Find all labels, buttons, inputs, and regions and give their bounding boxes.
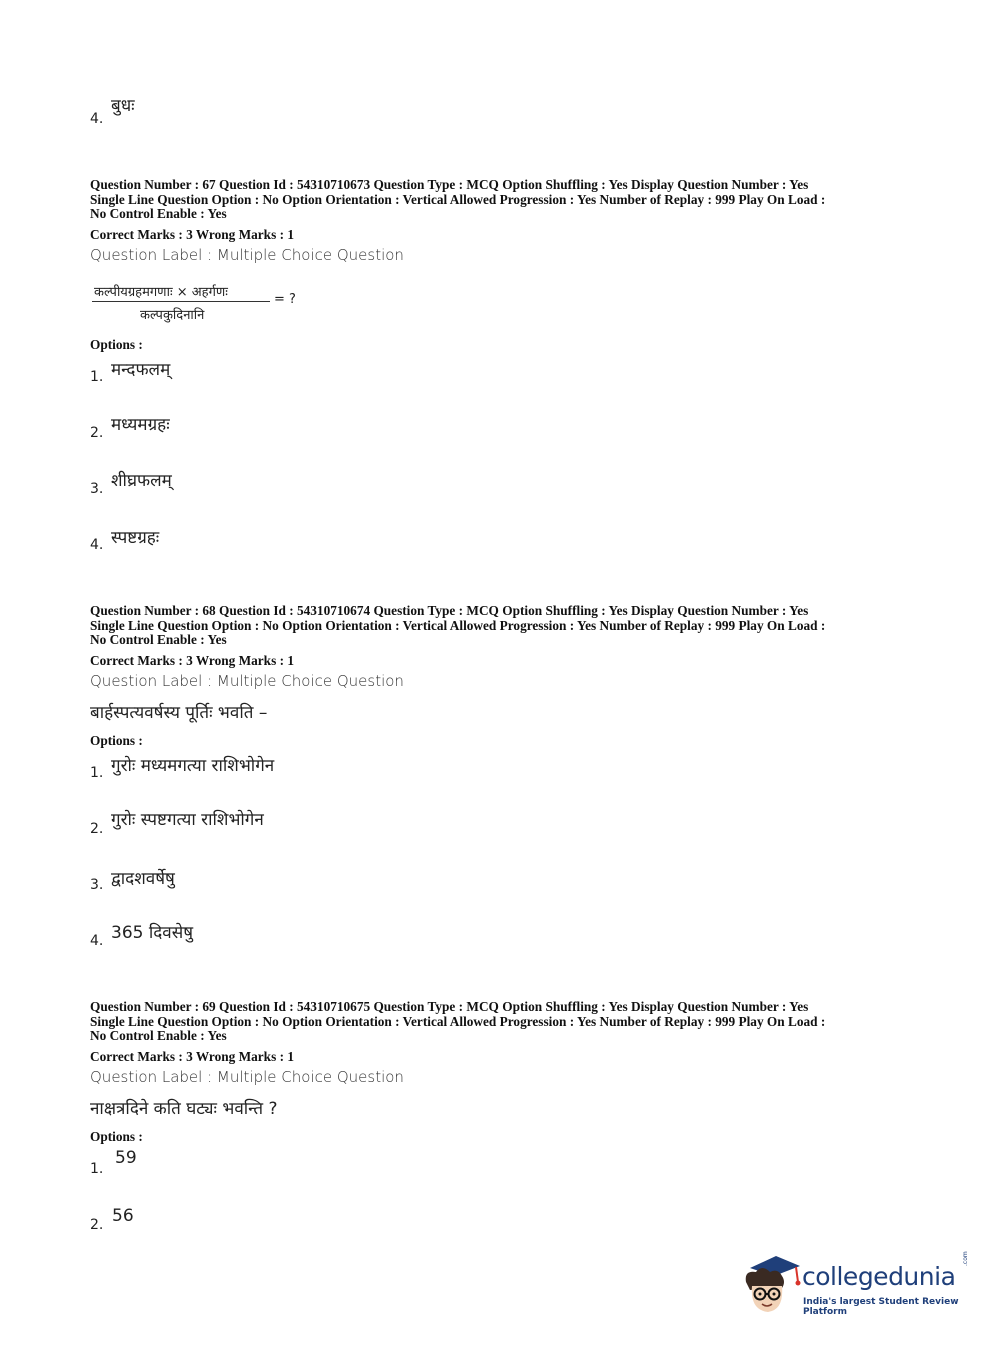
logo-suffix: .com [962, 1251, 969, 1266]
metadata-line: No Control Enable : Yes [90, 1028, 227, 1044]
marks-line: Correct Marks : 3 Wrong Marks : 1 [90, 227, 294, 242]
option-text: स्पष्टग्रहः [111, 528, 160, 548]
metadata-line: Single Line Question Option : No Option Orientation : Vertical Allowed Progression : Yes Number of Replay : 999 Play On Load : [90, 191, 826, 207]
metadata-line: Question Number : 67 Question Id : 54310710673 Question Type : MCQ Option Shuffling : Yes Display Question Number : Yes [90, 177, 809, 192]
option-number: 4. [90, 933, 104, 949]
options-heading: Options : [90, 733, 143, 748]
option-text: 59 [115, 1148, 137, 1168]
metadata-line: No Control Enable : Yes [90, 632, 227, 648]
option-text: बुधः [111, 96, 135, 116]
metadata-line: No Control Enable : Yes [90, 206, 227, 222]
mascot-icon [742, 1252, 802, 1316]
option-number: 4. [90, 111, 104, 127]
marks-line: Correct Marks : 3 Wrong Marks : 1 [90, 1049, 294, 1064]
formula-numerator: कल्पीयग्रहमगणाः × अहर्गणः [94, 285, 228, 300]
option-number: 1. [90, 369, 104, 385]
question-label: Question Label : Multiple Choice Question [90, 672, 404, 690]
question-metadata [90, 1000, 920, 1044]
option-text: शीघ्रफलम् [111, 471, 172, 491]
metadata-line: Single Line Question Option : No Option Orientation : Vertical Allowed Progression : Yes Number of Replay : 999 Play On Load : [90, 617, 826, 633]
metadata-line: Question Number : 69 Question Id : 54310710675 Question Type : MCQ Option Shuffling : Yes Display Question Number : Yes [90, 999, 809, 1014]
option-number: 4. [90, 537, 104, 553]
option-number: 2. [90, 1217, 104, 1233]
metadata-line: Single Line Question Option : No Option Orientation : Vertical Allowed Progression : Yes Number of Replay : 999 Play On Load : [90, 1013, 826, 1029]
options-heading: Options : [90, 337, 143, 352]
formula-denominator: कल्पकुदिनानि [140, 308, 205, 323]
option-text: द्वादशवर्षेषु [111, 869, 175, 889]
question-label: Question Label : Multiple Choice Question [90, 1068, 404, 1086]
option-number: 1. [90, 1161, 104, 1177]
option-number: 2. [90, 821, 104, 837]
logo-tagline: India's largest Student Review Platform [803, 1297, 959, 1317]
option-text: 56 [112, 1206, 134, 1226]
fraction-bar [92, 301, 270, 302]
question-text: नाक्षत्रदिने कति घट्यः भवन्ति ? [90, 1099, 278, 1119]
option-number: 1. [90, 765, 104, 781]
option-text: मध्यमग्रहः [111, 415, 170, 435]
metadata-line: Question Number : 68 Question Id : 54310710674 Question Type : MCQ Option Shuffling : Yes Display Question Number : Yes [90, 603, 809, 618]
option-number: 3. [90, 877, 104, 893]
option-text: गुरोः स्पष्टगत्या राशिभोगेन [111, 810, 264, 830]
option-number: 2. [90, 425, 104, 441]
option-text: मन्दफलम् [111, 360, 171, 380]
question-text: बार्हस्पत्यवर्षस्य पूर्तिः भवति – [90, 703, 268, 723]
collegedunia-logo [742, 1252, 972, 1316]
logo-wordmark: collegedunia [802, 1262, 956, 1291]
question-label: Question Label : Multiple Choice Question [90, 246, 404, 264]
formula-tail: = ? [274, 292, 296, 307]
marks-line: Correct Marks : 3 Wrong Marks : 1 [90, 653, 294, 668]
question-metadata [90, 178, 920, 222]
option-text: 365 दिवसेषु [111, 923, 194, 943]
question-metadata [90, 604, 920, 648]
options-heading: Options : [90, 1129, 143, 1144]
option-text: गुरोः मध्यमगत्या राशिभोगेन [111, 756, 275, 776]
option-number: 3. [90, 481, 104, 497]
